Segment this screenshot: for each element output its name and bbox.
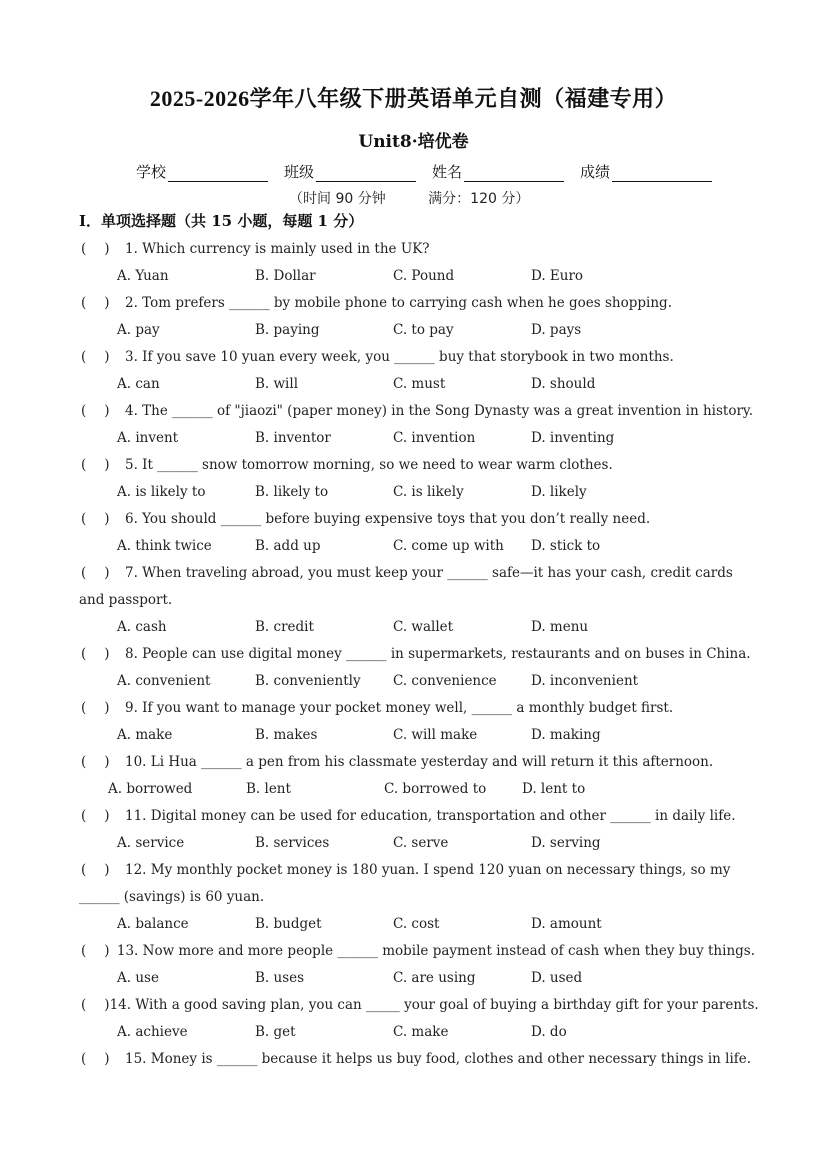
question-text: 9. If you want to manage your pocket money well, ______ a monthly budget first.: [125, 700, 674, 716]
answer-option: A. balance: [117, 916, 189, 932]
answer-option: B. Dollar: [255, 268, 316, 284]
bracket-right: ): [104, 1051, 110, 1067]
answer-option: A. is likely to: [117, 484, 206, 500]
bracket-left: (: [81, 565, 87, 581]
answer-option: D. inconvenient: [531, 673, 639, 689]
answer-bracket[interactable]: [79, 938, 117, 965]
option-row: [79, 263, 755, 290]
option-row: [79, 479, 755, 506]
question-stem: [79, 506, 755, 533]
option-row: [79, 533, 755, 560]
exam-time-info: [289, 188, 567, 208]
question-text: 6. You should ______ before buying expensive toys that you don’t really need.: [125, 511, 651, 527]
answer-bracket[interactable]: [79, 506, 125, 533]
bracket-right: ): [104, 700, 110, 716]
bracket-right: ): [104, 943, 110, 959]
bracket-left: (: [81, 349, 87, 365]
answer-option: B. budget: [255, 916, 322, 932]
answer-option: A. pay: [117, 322, 160, 338]
name-blank[interactable]: [464, 163, 564, 182]
question-text: 12. My monthly pocket money is 180 yuan. I spend 120 yuan on necessary things, so my: [125, 862, 731, 878]
answer-option: D. should: [531, 376, 596, 392]
answer-bracket[interactable]: [79, 290, 125, 317]
bracket-left: (: [81, 862, 87, 878]
answer-bracket[interactable]: [79, 803, 125, 830]
bracket-left: (: [81, 700, 87, 716]
answer-option: C. convenience: [393, 673, 497, 689]
answer-option: C. is likely: [393, 484, 464, 500]
question-text: 14. With a good saving plan, you can _____ your goal of buying a birthday gift for your parents.: [109, 997, 759, 1013]
bracket-right: ): [104, 997, 110, 1013]
question-text: 7. When traveling abroad, you must keep your ______ safe—it has your cash, credit cards: [125, 565, 733, 581]
answer-option: C. will make: [393, 727, 478, 743]
answer-option: D. inventing: [531, 430, 615, 446]
answer-bracket[interactable]: [79, 992, 110, 1019]
answer-option: A. invent: [117, 430, 179, 446]
name-field[interactable]: [432, 161, 564, 182]
question-stem: [79, 857, 755, 911]
question-stem: [79, 236, 755, 263]
bracket-right: ): [104, 808, 110, 824]
answer-option: A. service: [117, 835, 185, 851]
answer-option: B. add up: [255, 538, 321, 554]
bracket-right: ): [104, 457, 110, 473]
answer-option: D. do: [531, 1024, 567, 1040]
option-row: [79, 317, 755, 344]
answer-option: A. think twice: [117, 538, 212, 554]
answer-option: D. likely: [531, 484, 587, 500]
answer-option: B. inventor: [255, 430, 331, 446]
question-text: 13. Now more and more people ______ mobile payment instead of cash when they buy things.: [116, 943, 755, 959]
answer-option: A. borrowed: [108, 781, 193, 797]
question-text: 1. Which currency is mainly used in the UK?: [125, 241, 430, 257]
answer-option: A. convenient: [117, 673, 211, 689]
answer-option: D. amount: [531, 916, 602, 932]
question-text: 2. Tom prefers ______ by mobile phone to carrying cash when he goes shopping.: [125, 295, 672, 311]
answer-option: D. pays: [531, 322, 582, 338]
question-text: 5. It ______ snow tomorrow morning, so we need to wear warm clothes.: [125, 457, 613, 473]
bracket-right: ): [104, 754, 110, 770]
bracket-left: (: [81, 646, 87, 662]
exam-full-marks: 满分：120 分）: [428, 191, 530, 207]
bracket-left: (: [81, 511, 87, 527]
question-stem: [79, 803, 755, 830]
option-row: [79, 668, 755, 695]
answer-option: B. get: [255, 1024, 296, 1040]
question-text: 4. The ______ of "jiaozi" (paper money) in the Song Dynasty was a great invention in history.: [125, 403, 754, 419]
answer-option: C. must: [393, 376, 446, 392]
bracket-left: (: [81, 457, 87, 473]
answer-bracket[interactable]: [79, 641, 125, 668]
answer-option: A. make: [117, 727, 173, 743]
student-info-row: [136, 161, 718, 182]
answer-option: C. are using: [393, 970, 476, 986]
answer-option: B. will: [255, 376, 299, 392]
school-label: 学校: [136, 163, 167, 181]
answer-option: B. makes: [255, 727, 318, 743]
answer-option: A. can: [117, 376, 160, 392]
option-row: [79, 911, 755, 938]
option-row: [79, 722, 755, 749]
question-text: 10. Li Hua ______ a pen from his classmate yesterday and will return it this afternoon.: [125, 754, 714, 770]
class-label: 班级: [284, 163, 315, 181]
answer-option: C. wallet: [393, 619, 454, 635]
bracket-left: (: [81, 1051, 87, 1067]
question-stem: [79, 641, 755, 668]
bracket-left: (: [81, 997, 87, 1013]
answer-bracket[interactable]: [79, 560, 125, 587]
question-stem: [79, 344, 755, 371]
question-stem: [79, 290, 755, 317]
answer-bracket[interactable]: [79, 452, 125, 479]
exam-duration: （时间 90 分钟: [289, 191, 386, 207]
bracket-left: (: [81, 295, 87, 311]
question-stem: [79, 1046, 755, 1073]
answer-bracket[interactable]: [79, 749, 125, 776]
question-text-continuation: and passport.: [79, 592, 173, 608]
answer-option: D. making: [531, 727, 601, 743]
question-stem: [79, 398, 755, 425]
answer-option: A. cash: [117, 619, 167, 635]
answer-option: C. cost: [393, 916, 440, 932]
answer-option: B. lent: [246, 781, 291, 797]
answer-option: B. conveniently: [255, 673, 361, 689]
bracket-right: ): [104, 349, 110, 365]
answer-option: A. Yuan: [117, 268, 169, 284]
answer-option: C. Pound: [393, 268, 455, 284]
question-list: [79, 236, 759, 1073]
page-title: 2025-2026学年八年级下册英语单元自测（福建专用）: [149, 86, 678, 111]
answer-bracket[interactable]: [79, 398, 125, 425]
bracket-left: (: [81, 754, 87, 770]
class-blank[interactable]: [316, 163, 416, 182]
answer-option: D. menu: [531, 619, 589, 635]
option-row: [79, 776, 755, 803]
answer-option: B. services: [255, 835, 330, 851]
answer-option: B. uses: [255, 970, 305, 986]
question-text: 15. Money is ______ because it helps us buy food, clothes and other necessary things in life.: [125, 1051, 752, 1067]
question-stem: [79, 749, 755, 776]
name-label: 姓名: [432, 163, 463, 181]
bracket-right: ): [104, 403, 110, 419]
section-heading: I．单项选择题（共 15 小题，每题 1 分）: [79, 212, 364, 230]
answer-bracket[interactable]: [79, 236, 125, 263]
answer-option: C. to pay: [393, 322, 454, 338]
question-stem: [79, 452, 755, 479]
answer-option: B. likely to: [255, 484, 329, 500]
bracket-right: ): [104, 295, 110, 311]
score-blank[interactable]: [612, 163, 712, 182]
question-text: 3. If you save 10 yuan every week, you ______ buy that storybook in two months.: [125, 349, 674, 365]
answer-option: D. serving: [531, 835, 601, 851]
answer-option: D. stick to: [531, 538, 601, 554]
answer-option: B. paying: [255, 322, 320, 338]
option-row: [79, 371, 755, 398]
answer-option: B. credit: [255, 619, 314, 635]
class-field[interactable]: [284, 161, 416, 182]
question-stem: [79, 560, 755, 614]
option-row: [79, 1019, 755, 1046]
bracket-left: (: [81, 808, 87, 824]
answer-option: A. use: [117, 970, 159, 986]
answer-option: D. Euro: [531, 268, 584, 284]
bracket-right: ): [104, 241, 110, 257]
question-text-continuation: ______ (savings) is 60 yuan.: [79, 889, 265, 905]
answer-option: C. invention: [393, 430, 476, 446]
question-stem: [79, 938, 755, 965]
answer-bracket[interactable]: [79, 344, 125, 371]
question-text: 8. People can use digital money ______ in supermarkets, restaurants and on buses in China.: [125, 646, 751, 662]
answer-option: C. come up with: [393, 538, 504, 554]
answer-option: D. lent to: [522, 781, 586, 797]
answer-bracket[interactable]: [79, 695, 125, 722]
option-row: [79, 614, 755, 641]
answer-bracket[interactable]: [79, 857, 125, 884]
bracket-right: ): [104, 565, 110, 581]
question-stem: [79, 992, 759, 1019]
answer-option: C. make: [393, 1024, 449, 1040]
answer-option: D. used: [531, 970, 583, 986]
option-row: [79, 830, 755, 857]
bracket-right: ): [104, 862, 110, 878]
bracket-left: (: [81, 241, 87, 257]
page-subtitle: Unit8·培优卷: [358, 132, 469, 152]
option-row: [79, 965, 755, 992]
bracket-left: (: [81, 943, 87, 959]
score-field[interactable]: [580, 161, 712, 182]
option-row: [79, 425, 755, 452]
question-stem: [79, 695, 755, 722]
score-label: 成绩: [580, 163, 611, 181]
answer-bracket[interactable]: [79, 1046, 125, 1073]
bracket-right: ): [104, 511, 110, 527]
question-text: 11. Digital money can be used for education, transportation and other ______ in daily life.: [125, 808, 736, 824]
school-blank[interactable]: [168, 163, 268, 182]
bracket-left: (: [81, 403, 87, 419]
answer-option: A. achieve: [117, 1024, 188, 1040]
answer-option: C. borrowed to: [384, 781, 487, 797]
bracket-right: ): [104, 646, 110, 662]
answer-option: C. serve: [393, 835, 449, 851]
school-field[interactable]: [136, 161, 268, 182]
